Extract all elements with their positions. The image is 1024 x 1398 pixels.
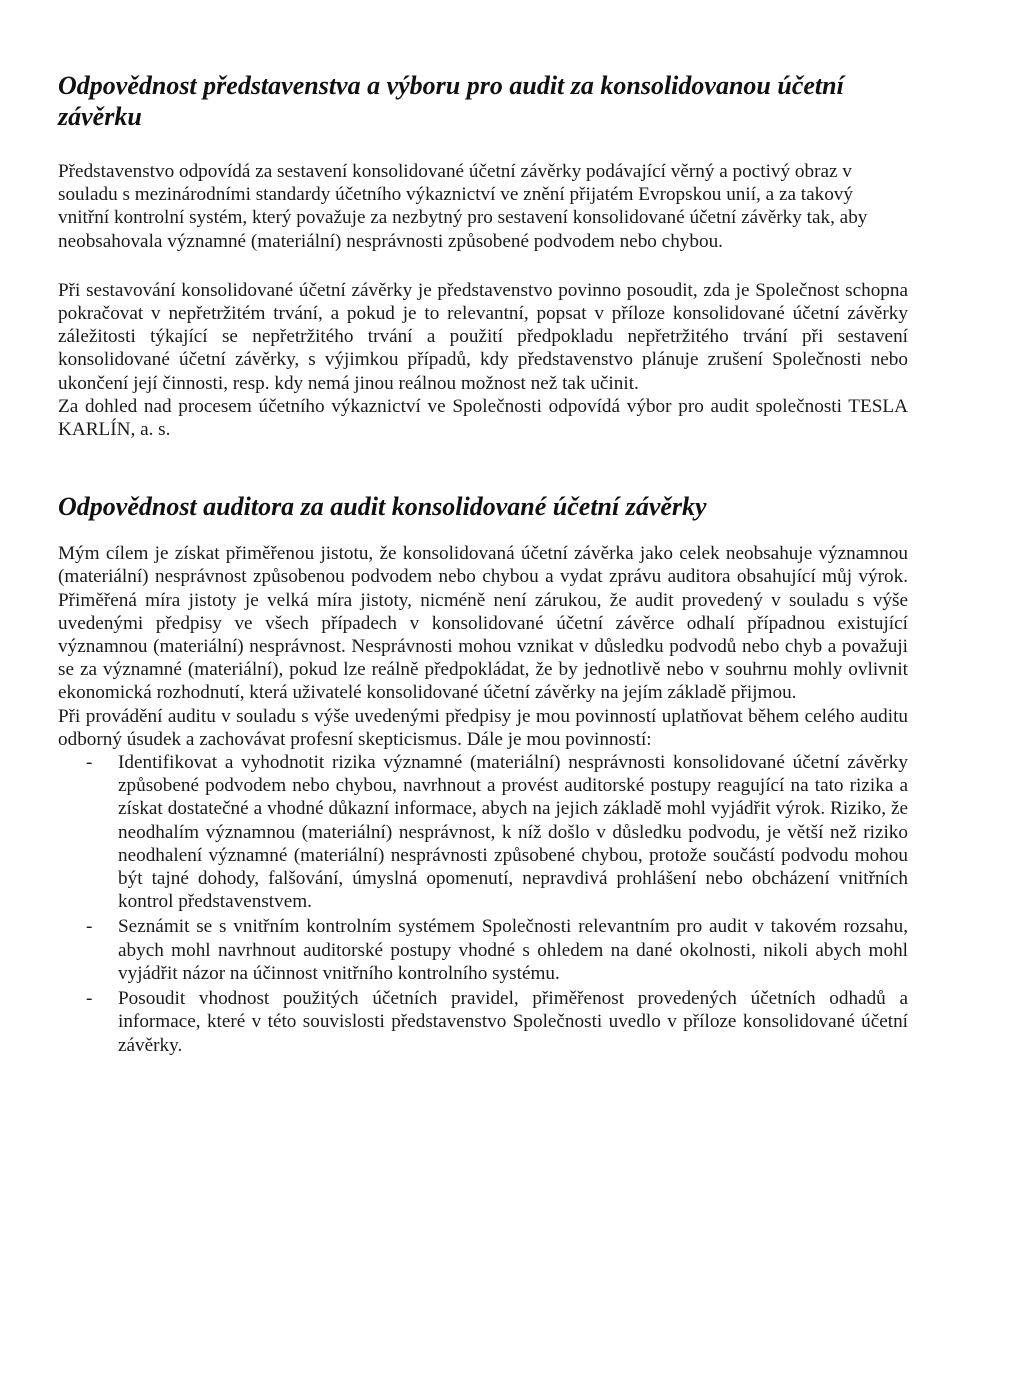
document-page [58,70,908,1059]
paragraph-auditor-goal: Mým cílem je získat přiměřenou jistotu, že konsolidovaná účetní závěrka jako celek neobsahuje významnou (materiální) nesprávnost způsobenou podvodem nebo chybou a vydat zprávu auditora obsahující můj výrok. Přiměřená míra jistoty je velká míra jistoty, nicméně není zárukou, že audit provedený v souladu s výše uvedenými předpisy ve všech případech v konsolidované účetní závěrce odhalí případnou existující významnou (materiální) nesprávnost. Nesprávnosti mohou vznikat v důsledku podvodů nebo chyb a považuji se za významné (materiální), pokud lze reálně předpokládat, že by jednotlivě nebo v souhrnu mohly ovlivnit ekonomická rozhodnutí, která uživatelé konsolidované účetní závěrky na jejím základě přijmou. [58,543,908,704]
list-item-text: Seznámit se s vnitřním kontrolním systémem Společnosti relevantním pro audit v takovém rozsahu, abych mohl navrhnout auditorské postupy vhodné s ohledem na dané okolnosti, nikoli abych mohl vyjádřit názor na účinnost vnitřního kontrolního systému. [118,916,908,984]
dash-bullet: - [86,916,93,938]
dash-bullet: - [86,988,93,1010]
list-item-text: Posoudit vhodnost použitých účetních pravidel, přiměřenost provedených účetních odhadů a informace, které v této souvislosti představenstvo Společnosti uvedlo v příloze konsolidované účetní závěrky. [118,988,908,1056]
dash-bullet: - [86,752,93,774]
list-item [58,987,908,1057]
paragraph-audit-committee: Za dohled nad procesem účetního výkaznictví ve Společnosti odpovídá výbor pro audit společnosti TESLA KARLÍN, a. s. [58,395,908,441]
paragraph-board-responsibility: Představenstvo odpovídá za sestavení konsolidované účetní závěrky podávající věrný a poctivý obraz v souladu s mezinárodními standardy účetního výkaznictví ve znění přijatém Evropskou unií, a za takový vnitřní kontrolní systém, který považuje za nezbytný pro sestavení konsolidované účetní závěrky tak, aby neobsahovala významné (materiální) nesprávnosti způsobené podvodem nebo chybou. [58,161,868,252]
list-item [58,751,908,913]
section-heading-board-responsibility: Odpovědnost představenstva a výboru pro audit za konsolidovanou účetní závěrku [58,71,844,131]
list-item [58,915,908,985]
section-heading-auditor-responsibility: Odpovědnost auditora za audit konsolidované účetní závěrky [58,492,707,522]
list-item-text: Identifikovat a vyhodnotit rizika významné (materiální) nesprávnosti konsolidované účetní závěrky způsobené podvodem nebo chybou, navrhnout a provést auditorské postupy reagující na tato rizika a získat dostatečné a vhodné důkazní informace, abych na jejich základě mohl vyjádřit výrok. Riziko, že neodhalím významnou (materiální) nesprávnost, k níž došlo v důsledku podvodu, je větší než riziko neodhalení významné (materiální) nesprávnosti způsobené chybou, protože součástí podvodu mohou být tajné dohody, falšování, úmyslná opomenutí, nepravdivá prohlášení nebo obcházení vnitřních kontrol představenstvem. [118,752,908,913]
paragraph-auditor-duties: Při provádění auditu v souladu s výše uvedenými předpisy je mou povinností uplatňovat během celého auditu odborný úsudek a zachovávat profesní skepticismus. Dále je mou povinností: [58,705,908,750]
auditor-duties-list [58,751,908,1057]
paragraph-going-concern: Při sestavování konsolidované účetní závěrky je představenstvo povinno posoudit, zda je Společnost schopna pokračovat v nepřetržitém trvání, a pokud je to relevantní, popsat v příloze konsolidované účetní závěrky záležitosti týkající se nepřetržitého trvání a použití předpokladu nepřetržitého trvání při sestavení konsolidované účetní závěrky, s výjimkou případů, kdy představenstvo plánuje zrušení Společnosti nebo ukončení její činnosti, resp. kdy nemá jinou reálnou možnost než tak učinit. [58,279,908,394]
